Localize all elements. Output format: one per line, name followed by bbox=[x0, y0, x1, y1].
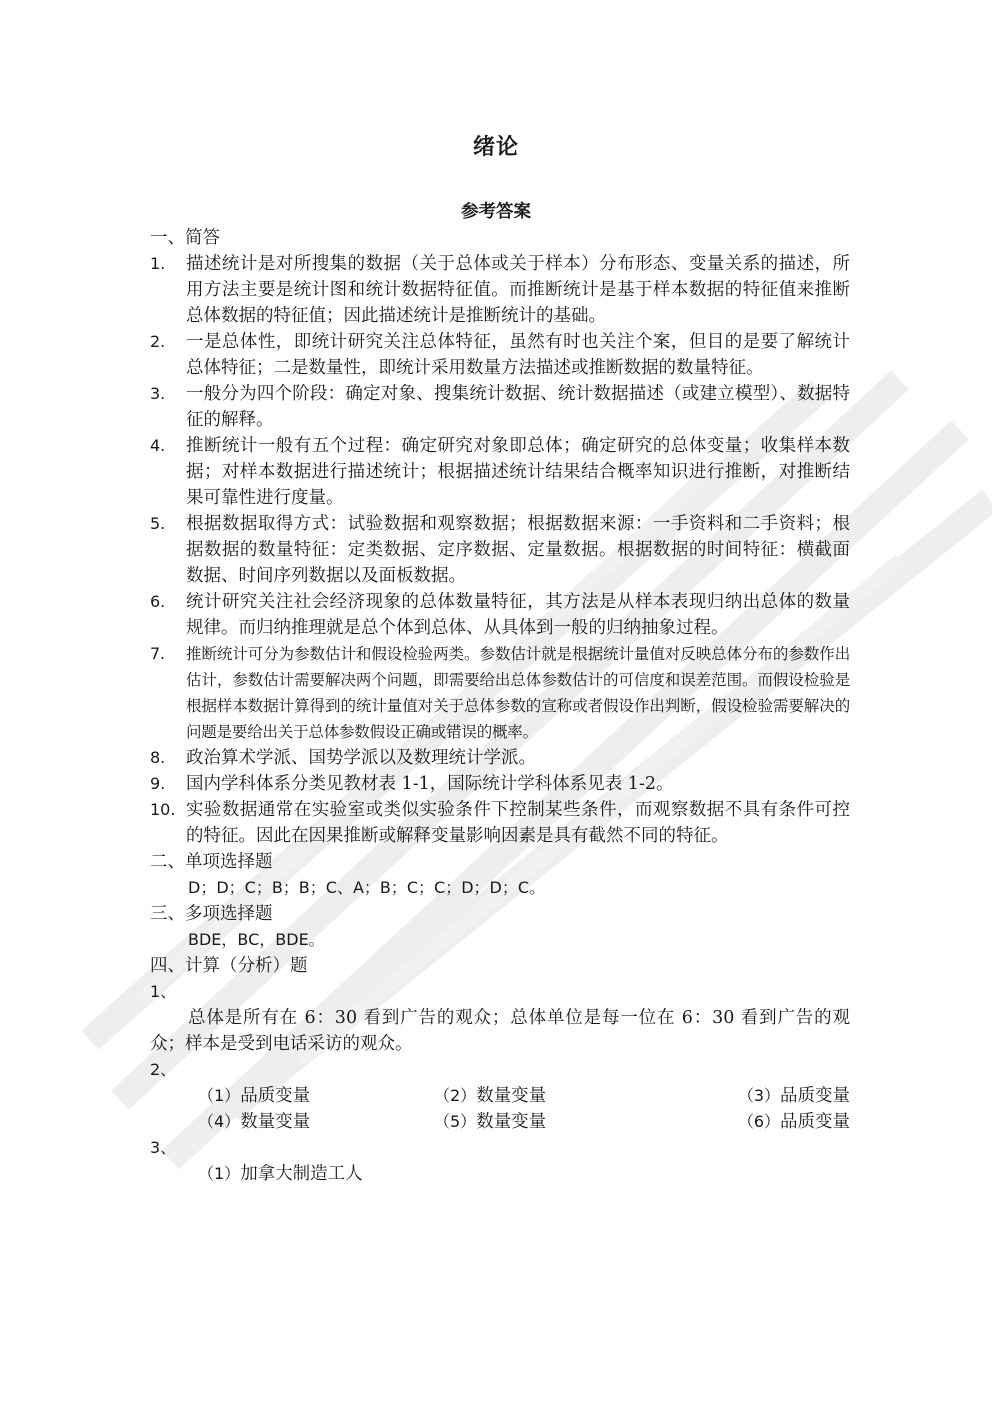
item-text: 一般分为四个阶段：确定对象、搜集统计数据、统计数据描述（或建立模型）、数据特征的解释。 bbox=[186, 384, 850, 430]
item-text: 统计研究关注社会经济现象的总体数量特征，其方法是从样本表现归纳出总体的数量规律。而归纳推理就是总个体到总体、从具体到一般的归纳抽象过程。 bbox=[186, 592, 850, 638]
list-item bbox=[150, 797, 850, 849]
item-text: 国内学科体系分类见教材表 1-1，国际统计学科体系见表 1-2。 bbox=[186, 774, 674, 794]
list-item bbox=[150, 433, 850, 511]
short-answer-list bbox=[150, 251, 850, 849]
list-item bbox=[150, 771, 850, 797]
item-number: 5. bbox=[150, 514, 166, 533]
item-text: 一是总体性，即统计研究关注总体特征，虽然有时也关注个案，但目的是要了解统计总体特征；二是数量性，即统计采用数量方法描述或推断数据的数量特征。 bbox=[186, 332, 850, 378]
item-number: 2. bbox=[150, 332, 166, 351]
list-item bbox=[150, 251, 850, 329]
list-item bbox=[150, 745, 850, 771]
list-item bbox=[150, 511, 850, 589]
grid-cell: （1）品质变量 bbox=[198, 1086, 311, 1106]
list-item bbox=[150, 589, 850, 641]
item-text: 推断统计可分为参数估计和假设检验两类。参数估计就是根据统计量值对反映总体分布的参数作出估计，参数估计需要解决两个问题，即需要给出总体参数估计的可信度和误差范围。而假设检验是根据样本数据计算得到的统计量值对关于总体参数的宣称或者假设作出判断，假设检验需要解决的问题是要给出关于总体参数假设正确或错误的概率。 bbox=[186, 645, 850, 741]
grid-cell: （4）数量变量 bbox=[198, 1112, 311, 1132]
page-subtitle: 参考答案 bbox=[461, 202, 531, 222]
section-heading-calculation: 四、计算（分析）题 bbox=[150, 956, 308, 976]
item-text: 推断统计一般有五个过程：确定研究对象即总体；确定研究的总体变量；收集样本数据；对样本数据进行描述统计；根据描述统计结果结合概率知识进行推断，对推断结果可靠性进行度量。 bbox=[186, 436, 850, 508]
section-heading-multiple-choice: 三、多项选择题 bbox=[150, 904, 273, 924]
single-choice-answers: D；D；C；B；B；C、A；B；C；C；D；D；C。 bbox=[188, 878, 546, 897]
item-text: 实验数据通常在实验室或类似实验条件下控制某些条件，而观察数据不具有条件可控的特征。因此在因果推断或解释变量影响因素是具有截然不同的特征。 bbox=[186, 800, 850, 846]
calc-answer-paragraph: 总体是所有在 6：30 看到广告的观众；总体单位是每一位在 6：30 看到广告的观众；样本是受到电话采访的观众。 bbox=[150, 1008, 850, 1054]
calc-question-number: 1、 bbox=[150, 982, 177, 1001]
grid-cell: （6）品质变量 bbox=[737, 1112, 850, 1132]
multiple-choice-answers: BDE，BC，BDE。 bbox=[188, 930, 325, 949]
item-text: 政治算术学派、国势学派以及数理统计学派。 bbox=[186, 748, 536, 768]
grid-cell: （3）品质变量 bbox=[737, 1086, 850, 1106]
document-body bbox=[150, 225, 850, 1187]
grid-cell: （2）数量变量 bbox=[434, 1086, 547, 1106]
list-item bbox=[150, 641, 850, 745]
item-text: 根据数据取得方式：试验数据和观察数据；根据数据来源：一手资料和二手资料；根据数据的数量特征：定类数据、定序数据、定量数据。根据数据的时间特征：横截面数据、时间序列数据以及面板数据。 bbox=[186, 514, 850, 586]
list-item bbox=[150, 329, 850, 381]
item-number: 7. bbox=[150, 644, 165, 663]
list-item bbox=[150, 381, 850, 433]
sub-item: （1）加拿大制造工人 bbox=[198, 1164, 363, 1184]
item-number: 4. bbox=[150, 436, 166, 455]
item-number: 3. bbox=[150, 384, 166, 403]
item-number: 1. bbox=[150, 254, 166, 273]
variable-type-grid bbox=[150, 1083, 850, 1135]
calc-question-number: 3、 bbox=[150, 1138, 177, 1157]
page-title: 绪论 bbox=[472, 135, 519, 160]
section-heading-short-answer: 一、简答 bbox=[150, 228, 220, 248]
calc-question-number: 2、 bbox=[150, 1060, 177, 1079]
item-number: 6. bbox=[150, 592, 166, 611]
item-number: 10. bbox=[150, 800, 176, 819]
item-number: 9. bbox=[150, 774, 166, 793]
item-text: 描述统计是对所搜集的数据（关于总体或关于样本）分布形态、变量关系的描述，所用方法主要是统计图和统计数据特征值。而推断统计是基于样本数据的特征值来推断总体数据的特征值；因此描述统计是推断统计的基础。 bbox=[186, 254, 850, 326]
section-heading-single-choice: 二、单项选择题 bbox=[150, 852, 273, 872]
item-number: 8. bbox=[150, 748, 166, 767]
grid-cell: （5）数量变量 bbox=[434, 1112, 547, 1132]
